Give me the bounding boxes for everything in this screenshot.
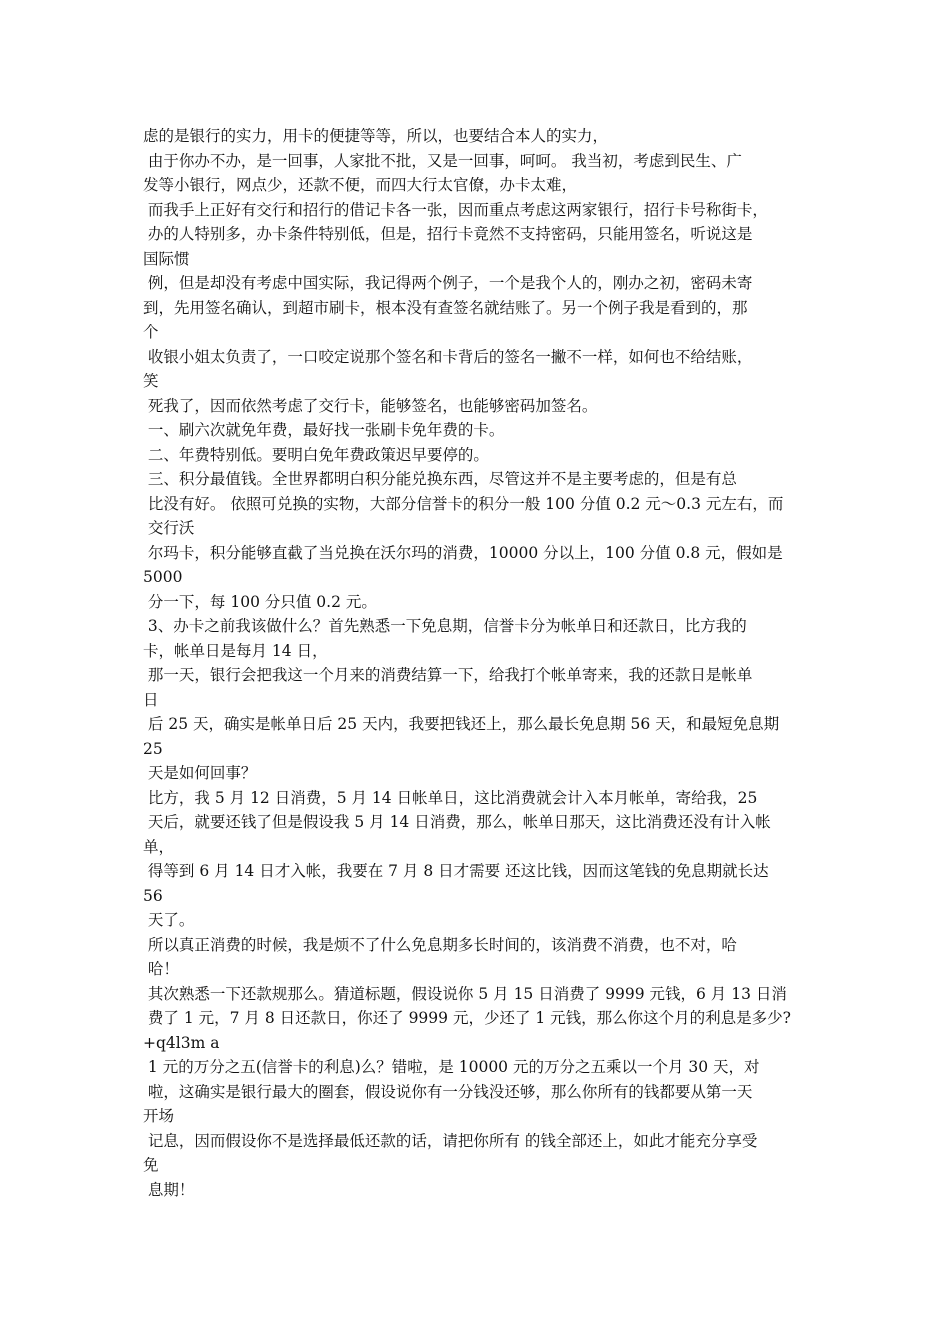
text-line: 比没有好。 依照可兑换的实物，大部分信誉卡的积分一般 100 分值 0.2 元～0.3 元左右，而: [143, 494, 784, 513]
text-line: 办的人特别多，办卡条件特别低，但是，招行卡竟然不支持密码，只能用签名，听说这是: [143, 225, 753, 243]
document-body: [143, 124, 813, 1202]
text-line: 二、年费特别低。要明白免年费政策迟早要停的。: [143, 445, 489, 464]
text-line: 3、办卡之前我该做什么？首先熟悉一下免息期，信誉卡分为帐单日和还款日，比方我的: [143, 617, 747, 635]
text-line: 例，但是却没有考虑中国实际，我记得两个例子，一个是我个人的，刚办之初，密码未寄: [143, 274, 753, 292]
text-line: 日: [143, 690, 159, 709]
text-line: 25: [143, 739, 163, 758]
text-line: 天了。: [143, 911, 195, 929]
text-line: 56: [143, 886, 163, 905]
text-line: 费了 1 元，7 月 8 日还款日，你还了 9999 元，少还了 1 元钱，那么你这个月的利息是多少?: [143, 1009, 791, 1027]
text-line: 开场: [143, 1107, 175, 1125]
text-line: 三、积分最值钱。全世界都明白积分能兑换东西，尽管这并不是主要考虑的，但是有总: [143, 470, 737, 488]
text-line: 发等小银行，网点少，还款不便，而四大行太官僚，办卡太难，: [143, 176, 578, 194]
text-line: 由于你办不办，是一回事，人家批不批，又是一回事，呵呵。 我当初，考虑到民生、广: [143, 151, 742, 170]
text-line: 5000: [143, 568, 183, 586]
text-line: +q4l3m a: [143, 1033, 220, 1052]
text-line: 个: [143, 323, 159, 341]
text-line: 天后，就要还钱了但是假设我 5 月 14 日消费，那么，帐单日那天，这比消费还没有计入帐: [143, 813, 771, 831]
text-line: 其次熟悉一下还款规那么。猜道标题，假设说你 5 月 15 日消费了 9999 元钱，6 月 13 日消: [143, 984, 787, 1003]
text-line: 分一下，每 100 分只值 0.2 元。: [143, 592, 377, 611]
text-line: 啦，这确实是银行最大的圈套，假设说你有一分钱没还够，那么你所有的钱都要从第一天: [143, 1082, 753, 1101]
text-line: 而我手上正好有交行和招行的借记卡各一张，因而重点考虑这两家银行，招行卡号称街卡，: [143, 200, 768, 219]
text-line: 哈！: [143, 960, 179, 978]
text-line: 虑的是银行的实力，用卡的便捷等等，所以，也要结合本人的实力，: [143, 127, 609, 145]
text-line: 笑: [143, 372, 159, 390]
text-line: 单，: [143, 837, 175, 856]
text-line: 卡，帐单日是每月 14 日，: [143, 641, 328, 660]
text-line: 得等到 6 月 14 日才入帐，我要在 7 月 8 日才需要 还这比钱，因而这笔钱的免息期就长达: [143, 862, 769, 880]
text-line: 国际惯: [143, 249, 190, 268]
text-line: 收银小姐太负责了，一口咬定说那个签名和卡背后的签名一撇不一样，如何也不给结账，: [143, 347, 753, 366]
text-line: 那一天，银行会把我这一个月来的消费结算一下，给我打个帐单寄来，我的还款日是帐单: [143, 666, 753, 684]
text-line: 尔玛卡，积分能够直截了当兑换在沃尔玛的消费，10000 分以上，100 分值 0.8 元，假如是: [143, 543, 783, 562]
text-line: 一、刷六次就免年费，最好找一张刷卡免年费的卡。: [143, 421, 505, 439]
text-line: 息期！: [143, 1180, 195, 1199]
text-line: 1 元的万分之五(信誉卡的利息)么？错啦，是 10000 元的万分之五乘以一个月 30 天，对: [143, 1058, 760, 1076]
text-line: 死我了，因而依然考虑了交行卡，能够签名，也能够密码加签名。: [143, 396, 598, 415]
text-line: 交行沃: [143, 519, 195, 537]
text-line: 免: [143, 1156, 159, 1174]
text-line: 记息，因而假设你不是选择最低还款的话，请把你所有 的钱全部还上，如此才能充分享受: [143, 1131, 758, 1150]
text-line: 所以真正消费的时候，我是烦不了什么免息期多长时间的，该消费不消费，也不对，哈: [143, 935, 737, 954]
text-line: 比方，我 5 月 12 日消费，5 月 14 日帐单日，这比消费就会计入本月帐单，寄给我，25: [143, 788, 758, 807]
text-line: 后 25 天，确实是帐单日后 25 天内，我要把钱还上，那么最长免息期 56 天，和最短免息期: [143, 715, 780, 733]
text-line: 到，先用签名确认，到超市刷卡，根本没有查签名就结账了。另一个例子我是看到的，那: [143, 298, 748, 317]
text-line: 天是如何回事？: [143, 764, 257, 782]
